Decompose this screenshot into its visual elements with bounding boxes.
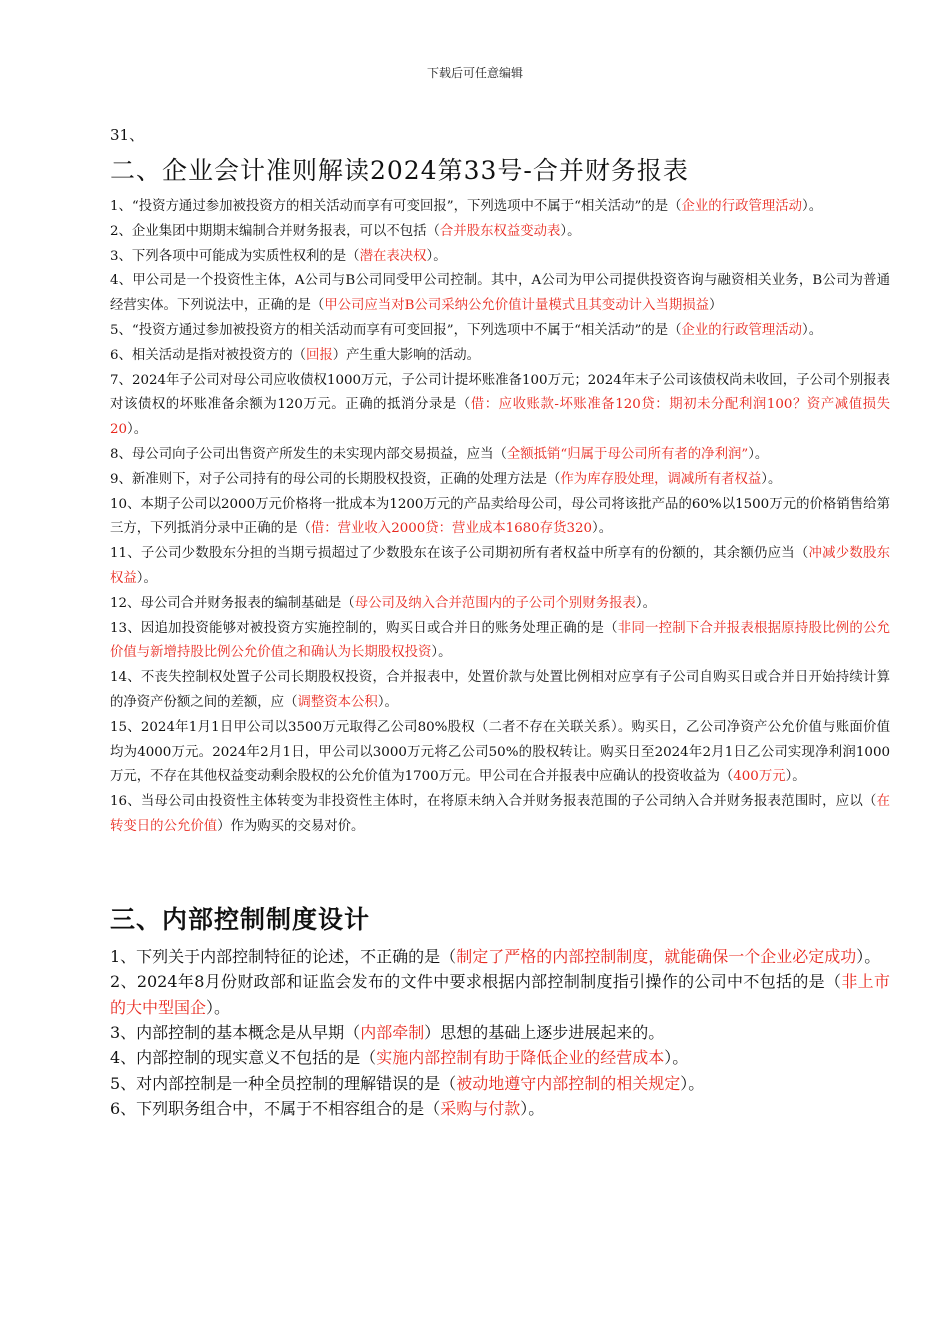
- answer-text: 采购与付款: [440, 1099, 521, 1119]
- question-item: [110, 493, 890, 543]
- section-title: 二、企业会计准则解读2024第33号-合并财务报表: [110, 156, 689, 185]
- question-text: ）产生重大影响的活动。: [332, 347, 481, 363]
- answer-text: 400万元: [733, 769, 786, 785]
- question-text: 11、子公司少数股东分担的当期亏损超过了少数股东在该子公司期初所有者权益中所享有的份额的，其余额仍应当（: [110, 546, 809, 562]
- question-text: 13、因追加投资能够对被投资方实施控制的，购买日或合并日的账务处理正确的是（: [110, 620, 618, 636]
- question-item: [110, 1045, 890, 1070]
- question-text: 3、内部控制的基本概念是从早期（: [110, 1022, 361, 1042]
- answer-text: 冲减少数股东权益: [110, 546, 890, 586]
- question-text: 14、不丧失控制权处置子公司长期股权投资，合并报表中，处置价款与处置比例相对应享有子公司自购买日或合并日开始持续计算的净资产份额之间的差额，应（: [110, 670, 890, 710]
- answer-text: 被动地遵守内部控制的相关规定: [456, 1073, 681, 1093]
- question-item: [110, 592, 890, 617]
- question-text: ）思想的基础上逐步进展起来的。: [424, 1022, 665, 1042]
- question-text: ）。: [856, 946, 881, 966]
- question-text: 2、2024年8月份财政部和证监会发布的文件中要求根据内部控制制度指引操作的公司中不包括的是（: [110, 972, 842, 992]
- question-item: [110, 542, 890, 592]
- answer-text: 企业的行政管理活动: [681, 322, 803, 338]
- answer-text: 母公司及纳入合并范围内的子公司个别财务报表: [354, 595, 636, 611]
- answer-text: 借：营业收入2000贷：营业成本1680存货320: [310, 521, 593, 537]
- question-list: [110, 195, 890, 840]
- question-text: 12、母公司合并财务报表的编制基础是（: [110, 595, 355, 611]
- question-text: 6、下列职务组合中，不属于不相容组合的是（: [110, 1099, 441, 1119]
- question-text: ）。: [802, 199, 823, 214]
- question-list: [110, 944, 890, 1122]
- question-text: ）。: [680, 1073, 705, 1093]
- answer-text: 借：应收账款-坏账准备120贷：期初未分配利润100？资产减值损失20: [110, 397, 891, 438]
- section-title: 三、内部控制制度设计: [110, 904, 371, 934]
- question-item: [110, 319, 890, 344]
- question-item: [110, 245, 890, 270]
- question-item: [110, 269, 890, 319]
- question-text: ）。: [520, 1099, 545, 1119]
- question-text: ）。: [664, 1048, 689, 1068]
- question-text: 15、2024年1月1日甲公司以3500万元取得乙公司80%股权（二者不存在关联关系）。购买日，乙公司净资产公允价值与账面价值均为4000万元。2024年2月1日，甲公司以3000万元将乙公司50%的股权转让。购买日至2024年2月1日乙公司实现净利润1000万元，不存在其他权益变动剩余股权的公允价值为1700万元。甲公司在合并报表中应确认的投资收益为（: [110, 719, 890, 785]
- question-text: 4、甲公司是一个投资性主体，A公司与B公司同受甲公司控制。其中，A公司为甲公司提供投资咨询与融资相关业务，B公司为普通经营实体。下列说法中，正确的是（: [110, 273, 890, 314]
- document-body: [110, 124, 890, 1122]
- question-item: [110, 969, 890, 1020]
- question-item: [110, 666, 890, 716]
- question-item: [110, 716, 890, 790]
- question-text: ）。: [377, 694, 398, 710]
- question-text: 8、母公司向子公司出售资产所发生的未实现内部交易损益，应当（: [110, 446, 507, 462]
- answer-text: 非同一控制下合并报表根据原持股比例的公允价值与新增持股比例公允价值之和确认为长期股权投资: [110, 620, 890, 661]
- answer-text: 甲公司应当对B公司采纳公允价值计量模式且其变动计入当期损益: [324, 298, 710, 314]
- answer-text: 调整资本公积: [297, 694, 378, 710]
- question-item: [110, 1071, 890, 1096]
- question-text: 7、2024年子公司对母公司应收债权1000万元，子公司计提坏账准备100万元；2024年末子公司该债权尚未收回，子公司个别报表对该债权的坏账准备余额为120万元。正确的抵消分录是（: [110, 372, 890, 413]
- answer-text: 在转变日的公允价值: [110, 794, 890, 834]
- section-consolidated-statements: [110, 153, 890, 840]
- answer-text: 非上市的大中型国企: [110, 972, 890, 1017]
- question-text: 4、内部控制的现实意义不包括的是（: [110, 1048, 377, 1068]
- answer-text: 全额抵销“归属于母公司所有者的净利润”: [506, 446, 749, 462]
- question-text: ）: [709, 298, 723, 314]
- question-text: 9、新准则下，对子公司持有的母公司的长期股权投资，正确的处理方法是（: [110, 471, 561, 487]
- question-text: ）。: [560, 223, 581, 239]
- answer-text: 实施内部控制有助于降低企业的经营成本: [376, 1048, 665, 1068]
- question-text: ）。: [802, 322, 823, 338]
- question-item: [110, 195, 890, 220]
- answer-text: 作为库存股处理，调减所有者权益: [560, 471, 762, 487]
- question-text: 3、下列各项中可能成为实质性权利的是（: [110, 248, 360, 264]
- question-text: 2、企业集团中期期末编制合并财务报表，可以不包括（: [110, 223, 440, 239]
- question-text: ）。: [431, 645, 452, 661]
- question-text: ）作为购买的交易对价。: [217, 818, 365, 834]
- question-text: 6、相关活动是指对被投资方的（: [110, 347, 306, 363]
- section-internal-control: [110, 902, 890, 1122]
- question-item: [110, 220, 890, 245]
- question-text: ）。: [136, 570, 157, 586]
- answer-text: 潜在表决权: [359, 248, 427, 264]
- question-item: [110, 369, 890, 443]
- question-text: ）。: [592, 521, 613, 537]
- question-text: ）。: [635, 595, 656, 611]
- answer-text: 合并股东权益变动表: [439, 223, 561, 239]
- question-text: 5、“投资方通过参加被投资方的相关活动而享有可变回报”，下列选项中不属于“相关活动”的是（: [110, 322, 682, 338]
- answer-text: 回报: [306, 347, 333, 363]
- question-text: 1、“投资方通过参加被投资方的相关活动而享有可变回报”，下列选项中不属于“相关活动”的是（: [110, 199, 682, 214]
- question-item: [110, 1096, 890, 1121]
- answer-text: 制定了严格的内部控制制度，就能确保一个企业必定成功: [456, 946, 857, 966]
- question-text: 1、下列关于内部控制特征的论述，不正确的是（: [110, 946, 457, 966]
- question-text: ）。: [785, 769, 806, 785]
- item-number-prefix: 31、: [110, 126, 145, 144]
- question-item: [110, 443, 890, 468]
- question-text: ）。: [127, 422, 148, 438]
- question-item: [110, 344, 890, 369]
- question-text: 5、对内部控制是一种全员控制的理解错误的是（: [110, 1073, 457, 1093]
- question-text: 16、当母公司由投资性主体转变为非投资性主体时，在将原未纳入合并财务报表范围的子公司纳入合并财务报表范围时，应以（: [110, 794, 877, 810]
- question-item: [110, 468, 890, 493]
- question-text: ）。: [748, 446, 769, 462]
- question-item: [110, 944, 890, 969]
- question-item: [110, 617, 890, 667]
- question-item: [110, 1020, 890, 1045]
- answer-text: 企业的行政管理活动: [681, 199, 803, 214]
- question-item: [110, 790, 890, 840]
- page-header: 下载后可任意编辑: [426, 66, 523, 80]
- question-text: ）。: [761, 471, 782, 487]
- question-text: ）。: [426, 248, 447, 264]
- answer-text: 内部牵制: [360, 1022, 425, 1042]
- question-text: ）。: [206, 997, 231, 1017]
- question-text: 10、本期子公司以2000万元价格将一批成本为1200万元的产品卖给母公司，母公司将该批产品的60%以1500万元的价格销售给第三方，下列抵消分录中正确的是（: [110, 496, 890, 537]
